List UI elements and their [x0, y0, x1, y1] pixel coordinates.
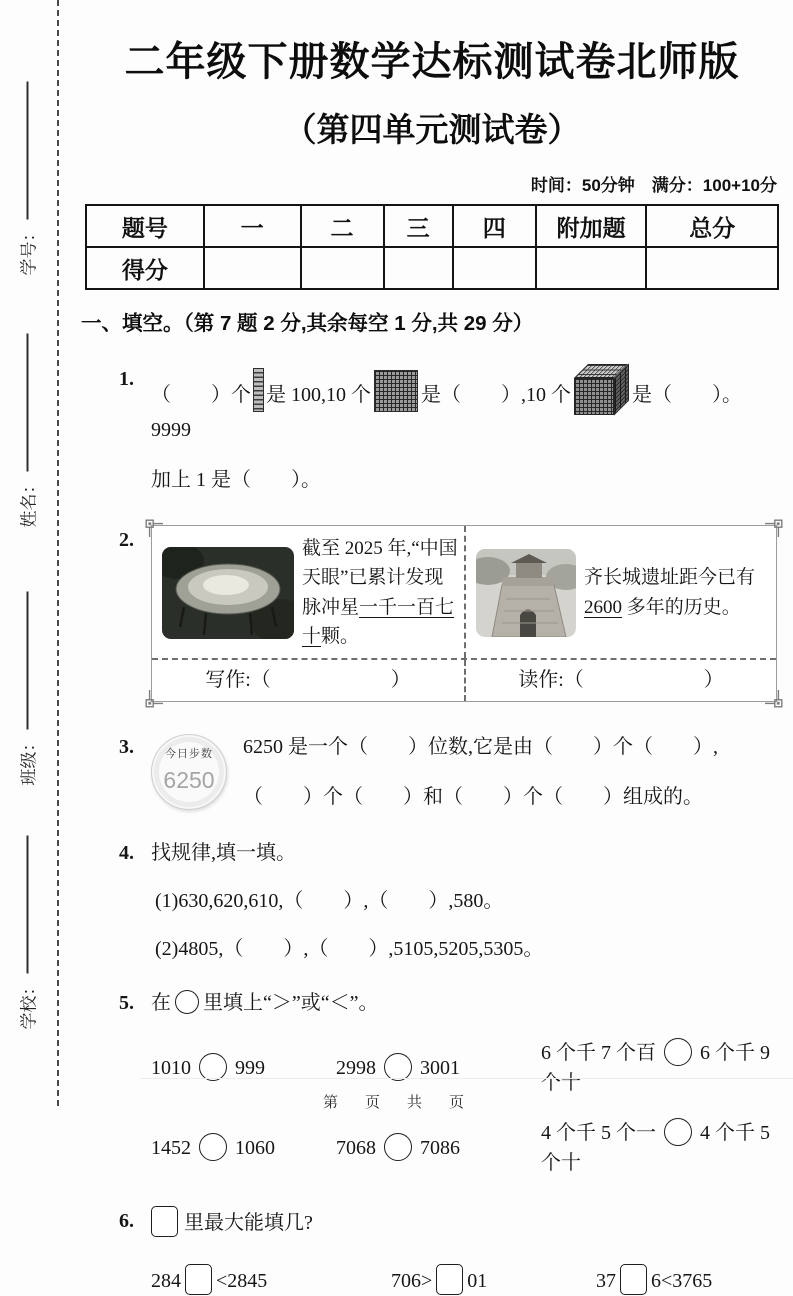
- fill-box-icon: [436, 1264, 463, 1295]
- question-6: [85, 1206, 779, 1296]
- score-row-label: 得分: [86, 247, 204, 289]
- score-header-cell: 附加题: [536, 205, 647, 247]
- question-2-number: 2.: [119, 529, 134, 551]
- score-table: [85, 204, 779, 290]
- step-counter-caption: 今日步数: [165, 747, 213, 760]
- class-label: 班级：: [19, 734, 39, 786]
- question-4: [85, 838, 779, 964]
- exam-meta: 时间：50分钟 满分：100+10分: [530, 176, 777, 195]
- hundred-flat-icon: [374, 370, 418, 412]
- question-4-heading: 找规律,填一填。: [151, 841, 296, 864]
- question-5: [85, 988, 779, 1178]
- student-id-field: [0, 66, 54, 291]
- class-blank: [26, 592, 29, 730]
- school-label: 学校：: [19, 978, 39, 1030]
- question-2-left-panel: [152, 526, 464, 658]
- question-2: [85, 525, 779, 702]
- question-1-line-2: 加上 1 是（ ）。: [151, 469, 321, 491]
- score-header-cell: 四: [453, 205, 536, 247]
- question-1-line-1: （ ）个 是 100,10 个 是（ ）,10 个 是（ ）。9999: [151, 364, 779, 445]
- question-5-heading: 在 里填上“＞”或“＜”。: [151, 991, 379, 1014]
- student-name-blank: [26, 334, 29, 472]
- score-header-cell: 题号: [86, 205, 204, 247]
- question-4-item-2: (2)4805,（ ）,（ ）,5105,5205,5305。: [155, 937, 544, 960]
- student-info-sidebar: [0, 0, 59, 1106]
- underlined-value: 一千一百七十: [302, 596, 455, 648]
- score-empty-cell: [536, 247, 647, 289]
- score-empty-cell: [453, 247, 536, 289]
- fast-telescope-photo: [162, 547, 294, 639]
- score-empty-cell: [301, 247, 384, 289]
- fill-item: 706> 01: [391, 1264, 596, 1296]
- qi-great-wall-photo: [476, 549, 576, 637]
- compare-item: 1010 999: [151, 1053, 336, 1083]
- fill-box-icon: [620, 1264, 647, 1295]
- student-name-field: [0, 318, 54, 543]
- compare-circle-icon: [175, 990, 199, 1014]
- compare-item: 4 个千 5 个一 4 个千 5 个十: [541, 1118, 779, 1178]
- question-2-right-panel: [464, 526, 776, 658]
- page-subtitle: （第四单元测试卷）: [283, 111, 581, 148]
- question-6-row: [151, 1264, 779, 1296]
- ten-rod-icon: [253, 368, 264, 412]
- question-1: [85, 364, 779, 495]
- question-4-item-1: (1)630,620,610,（ ）,（ ）,580。: [155, 889, 504, 912]
- question-2-right-text: 齐长城遗址距今已有 2600 多年的历史。: [584, 567, 756, 618]
- school-field: [0, 820, 54, 1045]
- student-id-blank: [26, 82, 29, 220]
- score-table-header-row: [86, 205, 778, 247]
- question-3-line-2: （ ）个（ ）和（ ）个（ ）组成的。: [243, 785, 703, 808]
- frame-corner-ornament-icon: [145, 519, 163, 537]
- score-header-cell: 总分: [646, 205, 778, 247]
- compare-item: 6 个千 7 个百 6 个千 9 个十: [541, 1038, 779, 1098]
- compare-circle-icon: [199, 1053, 227, 1081]
- section-1-heading: 一、填空。（第 7 题 2 分,其余每空 1 分,共 29 分）: [81, 312, 534, 335]
- fill-box-icon: [185, 1264, 212, 1295]
- fill-box-icon: [151, 1206, 178, 1237]
- question-6-number: 6.: [119, 1209, 134, 1232]
- score-empty-cell: [646, 247, 778, 289]
- student-id-label: 学号：: [19, 224, 39, 276]
- class-field: [0, 576, 54, 801]
- score-empty-cell: [204, 247, 301, 289]
- underlined-value: 2600: [584, 596, 622, 618]
- step-counter-value: 6250: [163, 767, 215, 794]
- fill-item: 37 6<3765: [596, 1264, 712, 1296]
- compare-circle-icon: [199, 1133, 227, 1161]
- step-counter-badge: [151, 734, 227, 810]
- compare-circle-icon: [384, 1133, 412, 1161]
- question-3-number: 3.: [119, 735, 134, 758]
- score-table-score-row: [86, 247, 778, 289]
- question-5-number: 5.: [119, 991, 134, 1014]
- compare-item: 2998 3001: [336, 1053, 541, 1083]
- footer-divider: [140, 1078, 793, 1079]
- question-2-left-text: 截至 2025 年,“中国天眼”已累计发现脉冲星一千一百七十颗。: [302, 538, 458, 648]
- compare-item: 1452 1060: [151, 1133, 336, 1163]
- question-4-number: 4.: [119, 841, 134, 864]
- compare-item: 7068 7086: [336, 1133, 541, 1163]
- question-3: [85, 732, 779, 812]
- question-1-number: 1.: [119, 368, 134, 390]
- score-empty-cell: [384, 247, 453, 289]
- question-5-row-2: [151, 1118, 779, 1178]
- question-2-read-answer: 读作:（ ）: [464, 660, 776, 701]
- question-2-frame: [151, 525, 777, 702]
- school-blank: [26, 836, 29, 974]
- page-footer: 第 页 共 页: [322, 1094, 470, 1111]
- compare-circle-icon: [664, 1038, 692, 1066]
- question-6-heading: 里最大能填几?: [151, 1206, 779, 1238]
- frame-corner-ornament-icon: [145, 690, 163, 708]
- question-3-line-1: 6250 是一个（ ）位数,它是由（ ）个（ ）,: [243, 735, 718, 758]
- question-5-row-1: [151, 1038, 779, 1098]
- thousand-cube-icon: [574, 364, 629, 415]
- frame-corner-ornament-icon: [765, 690, 783, 708]
- question-2-write-answer: 写作:（ ）: [205, 668, 411, 691]
- score-header-cell: 三: [384, 205, 453, 247]
- frame-corner-ornament-icon: [765, 519, 783, 537]
- fill-item: 284 <2845: [151, 1264, 391, 1296]
- score-header-cell: 一: [204, 205, 301, 247]
- page-title: 二年级下册数学达标测试卷北师版: [124, 40, 740, 84]
- score-header-cell: 二: [301, 205, 384, 247]
- compare-circle-icon: [384, 1053, 412, 1081]
- student-name-label: 姓名：: [19, 476, 39, 528]
